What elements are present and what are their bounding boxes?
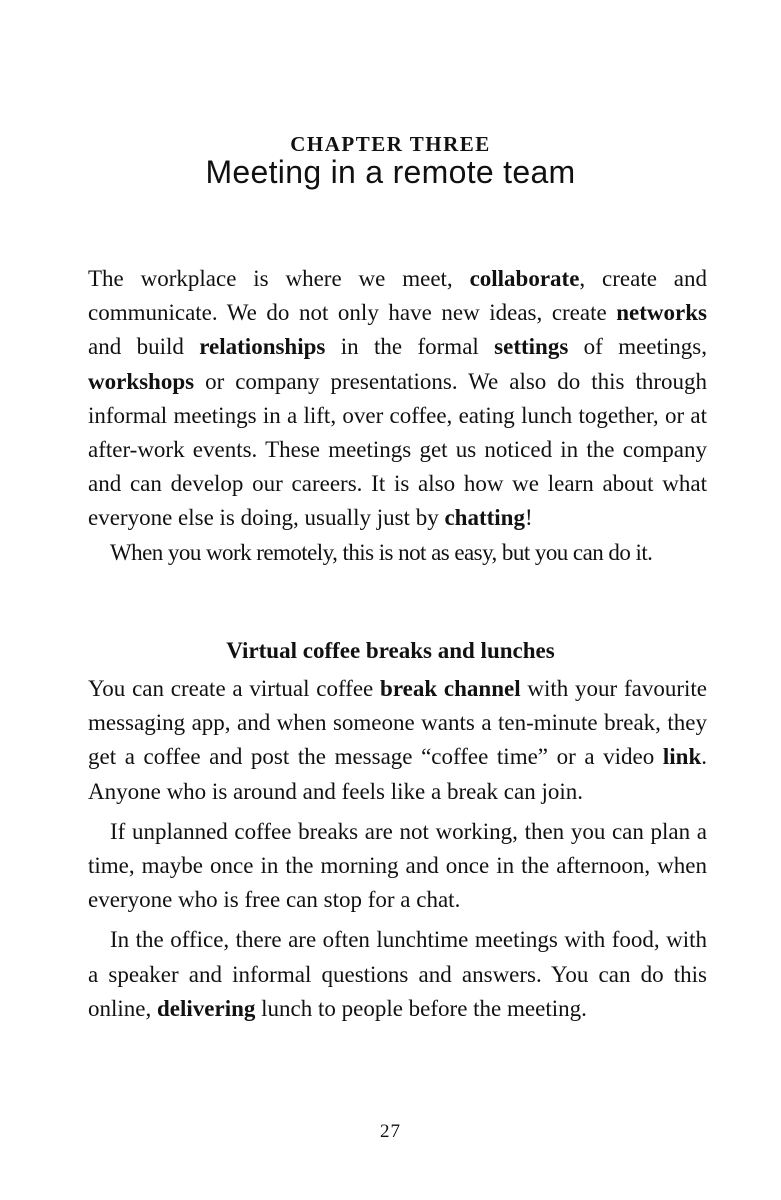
text-run: , create and communicate. We do not only have new ideas, create xyxy=(88,266,708,326)
text-run: You can create a virtual coffee xyxy=(88,676,381,701)
keyword-break-channel: break channel xyxy=(380,676,521,701)
keyword-link: link xyxy=(662,744,702,770)
section-heading: Virtual coffee breaks and lunches xyxy=(226,638,555,663)
coffee-section xyxy=(88,672,707,1026)
text-run: lunch to people before the meeting. xyxy=(255,995,587,1021)
keyword-workshops: workshops xyxy=(88,368,195,394)
text-run: ! xyxy=(524,505,533,531)
keyword-delivering: delivering xyxy=(157,995,256,1021)
section-paragraph-2: If unplanned coffee breaks are not working, then you can plan a time, maybe once in the morning and once in the afternoon, when everyone who is free can stop for a chat. xyxy=(88,818,707,913)
text-run: In the office, there are often lunchtime meetings with food, with a speaker and informal questions and answers. You can do this online, xyxy=(88,927,707,1021)
text-run: of meetings, xyxy=(568,334,707,360)
text-run: and build xyxy=(88,334,200,360)
keyword-chatting: chatting xyxy=(444,505,525,531)
intro-paragraph-1 xyxy=(88,262,707,536)
chapter-title: Meeting in a remote team xyxy=(205,154,576,190)
keyword-collaborate: collaborate xyxy=(469,266,580,291)
intro-section xyxy=(88,262,707,570)
section-paragraph-1 xyxy=(88,672,707,809)
keyword-relationships: relationships xyxy=(199,334,326,360)
keyword-settings: settings xyxy=(494,334,569,360)
section-paragraph-3 xyxy=(88,923,707,1026)
intro-paragraph-2: When you work remotely, this is not as easy, but you can do it. xyxy=(110,539,653,565)
text-run: with your favourite messaging app, and when someone wants a ten-minute break, they get a coffee and post the message “coffee time” or a video xyxy=(88,676,707,770)
page-number: 27 xyxy=(380,1121,401,1142)
text-run: in the formal xyxy=(325,334,495,360)
chapter-label: CHAPTER THREE xyxy=(290,132,491,156)
text-run: The workplace is where we meet, xyxy=(88,266,470,291)
keyword-networks: networks xyxy=(616,300,707,326)
text-run: or company presentations. We also do this through informal meetings in a lift, over coffee, eating lunch together, or at after-work events. These meetings get us noticed in the company and can develop our careers. It is also how we learn about what everyone else is doing, usually just by xyxy=(88,368,707,531)
text-run: . Anyone who is around and feels like a break can join. xyxy=(88,744,707,804)
